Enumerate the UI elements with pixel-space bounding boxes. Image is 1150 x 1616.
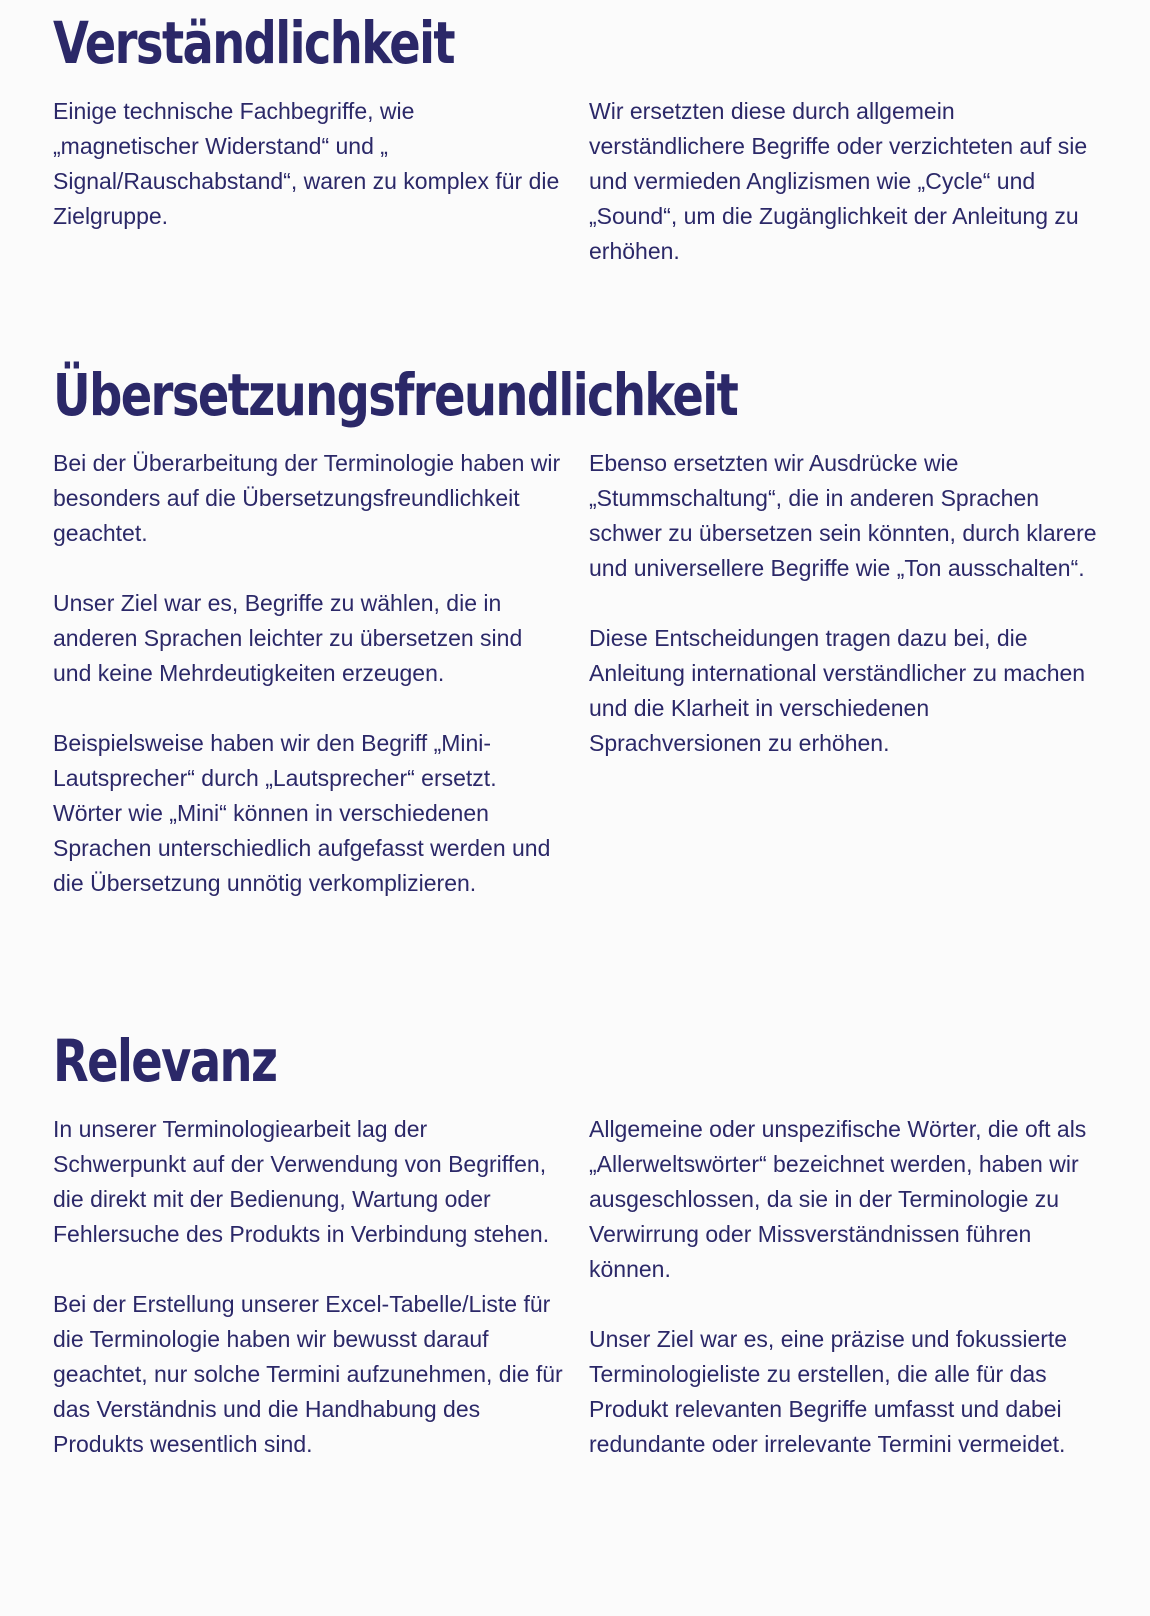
paragraph: Diese Entscheidungen tragen dazu bei, die Anleitung international verständlicher zu machen und die Klarheit in verschiedenen Sprachversionen zu erhöhen. — [589, 625, 1086, 756]
section-relevanz — [53, 1026, 1103, 1530]
left-column — [53, 446, 563, 901]
section-verstaendlichkeit — [53, 8, 1103, 278]
paragraph: Allgemeine oder unspezifische Wörter, die oft als „Allerweltswörter“ bezeichnet werden, haben wir ausgeschlossen, da sie in der Terminologie zu Verwirrung oder Missverständnissen führen können. — [589, 1116, 1087, 1282]
section-columns — [53, 94, 1103, 364]
section-heading: Verständlichkeit — [53, 9, 454, 77]
section-uebersetzungsfreundlichkeit — [53, 360, 1103, 960]
section-columns — [53, 1112, 1103, 1616]
right-column — [589, 94, 1099, 269]
paragraph: Ebenso ersetzten wir Ausdrücke wie „Stummschaltung“, die in anderen Sprachen schwer zu übersetzen sein könnten, durch klarere und universellere Begriffe wie „Ton ausschalten“. — [589, 450, 1097, 581]
left-column — [53, 1112, 563, 1462]
section-columns — [53, 446, 1103, 1046]
paragraph: Bei der Überarbeitung der Terminologie haben wir besonders auf die Übersetzungsfreundlichkeit geachtet. — [53, 450, 561, 546]
paragraph: Beispielsweise haben wir den Begriff „Mini-Lautsprecher“ durch „Lautsprecher“ ersetzt. Wörter wie „Mini“ können in verschiedenen Sprachen unterschiedlich aufgefasst werden und die Übersetzung unnötig verkomplizieren. — [53, 730, 551, 896]
right-column — [589, 446, 1099, 761]
paragraph: Unser Ziel war es, eine präzise und fokussierte Terminologieliste zu erstellen, die alle für das Produkt relevanten Begriffe umfasst und dabei redundante oder irrelevante Termini vermeidet. — [589, 1326, 1068, 1457]
right-column — [589, 1112, 1099, 1462]
paragraph: Wir ersetzten diese durch allgemein verständlichere Begriffe oder verzichteten auf sie und vermieden Anglizismen wie „Cycle“ und „Sound“, um die Zugänglichkeit der Anleitung zu erhöhen. — [589, 98, 1088, 264]
paragraph: Einige technische Fachbegriffe, wie „magnetischer Widerstand“ und „ Signal/Rauschabstand“, waren zu komplex für die Zielgruppe. — [53, 98, 560, 229]
paragraph: In unserer Terminologiearbeit lag der Schwerpunkt auf der Verwendung von Begriffen, die direkt mit der Bedienung, Wartung oder Fehlersuche des Produkts in Verbindung stehen. — [53, 1116, 550, 1247]
paragraph: Bei der Erstellung unserer Excel-Tabelle/Liste für die Terminologie haben wir bewusst darauf geachtet, nur solche Termini aufzunehmen, die für das Verständnis und die Handhabung des Produkts wesentlich sind. — [53, 1291, 563, 1457]
paragraph: Unser Ziel war es, Begriffe zu wählen, die in anderen Sprachen leichter zu übersetzen sind und keine Mehrdeutigkeiten erzeugen. — [53, 590, 523, 686]
left-column — [53, 94, 563, 234]
section-heading: Übersetzungsfreundlichkeit — [53, 361, 738, 429]
section-heading: Relevanz — [53, 1027, 277, 1095]
